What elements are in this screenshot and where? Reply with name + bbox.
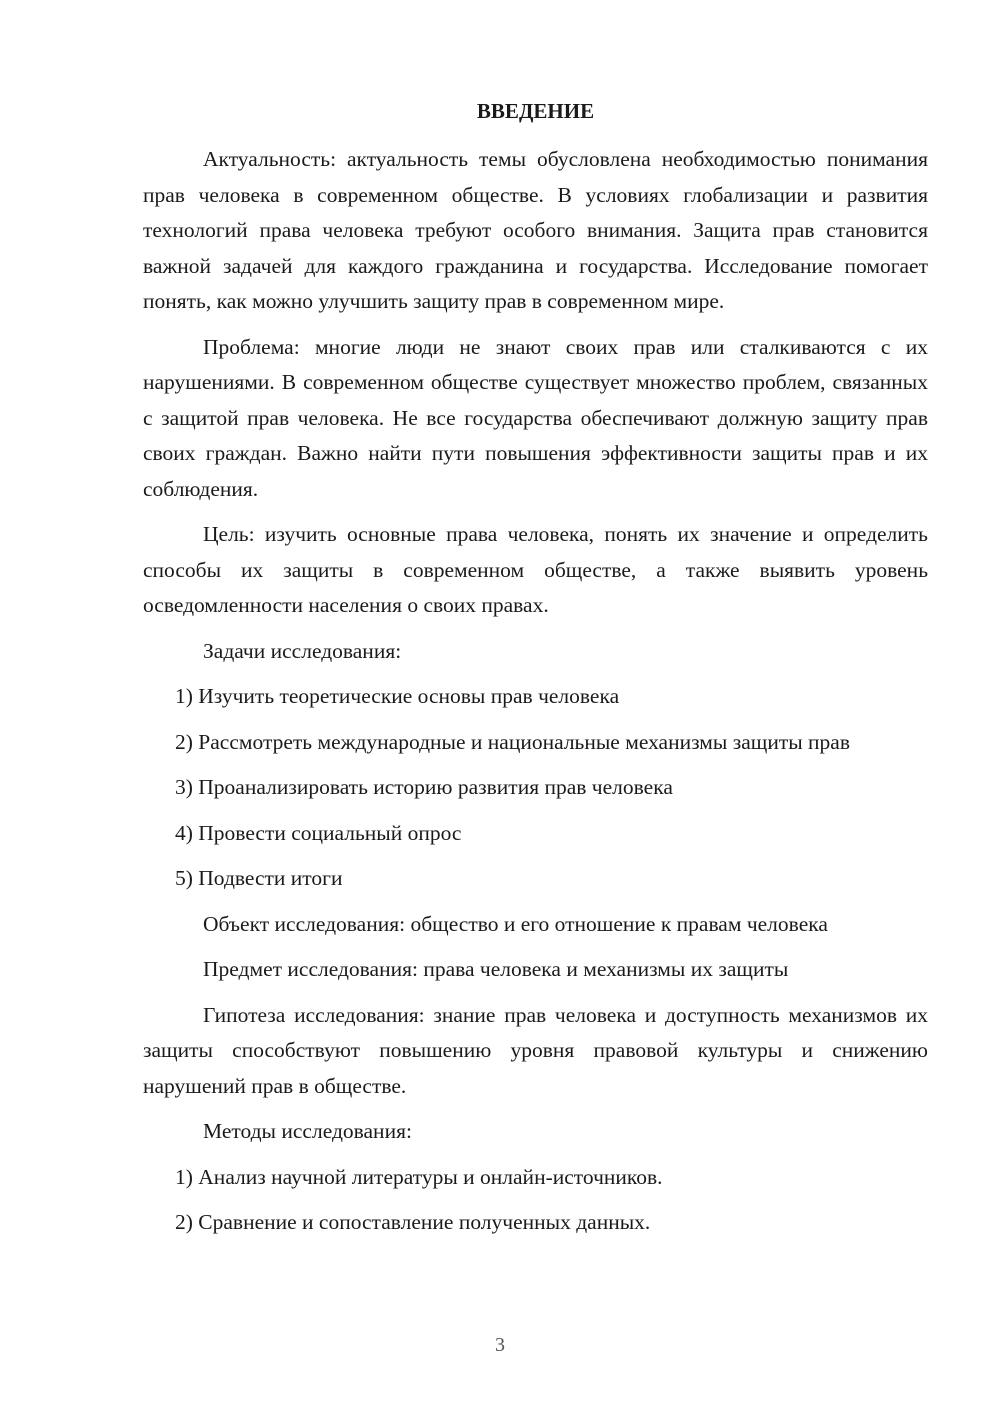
task-item: 3) Проанализировать историю развития прав человека: [175, 775, 673, 799]
task-item: 5) Подвести итоги: [175, 866, 343, 890]
tasks-heading: Задачи исследования:: [203, 638, 402, 663]
document-page: [143, 92, 928, 1251]
method-item: 2) Сравнение и сопоставление полученных данных.: [175, 1210, 651, 1234]
object-paragraph: Объект исследования: общество и его отношение к правам человека: [203, 911, 828, 936]
relevance-paragraph: Актуальность: актуальность темы обусловлена необходимостью понимания прав человека в современном обществе. В условиях глобализации и развития технологий права человека требуют особого внимания. Защита прав становится важной задачей для каждого гражданина и государства. Исследование помогает понять, как можно улучшить защиту прав в современном мире.: [143, 147, 928, 313]
page-number: 3: [495, 1334, 505, 1356]
task-item: 4) Провести социальный опрос: [175, 820, 462, 845]
hypothesis-paragraph: Гипотеза исследования: знание прав человека и доступность механизмов их защиты способствуют повышению уровня правовой культуры и снижению нарушений прав в обществе.: [143, 1002, 928, 1098]
subject-paragraph: Предмет исследования: права человека и механизмы их защиты: [203, 957, 789, 981]
task-item: 2) Рассмотреть международные и национальные механизмы защиты прав: [175, 729, 850, 754]
problem-paragraph: Проблема: многие люди не знают своих прав или сталкиваются с их нарушениями. В современном обществе существует множество проблем, связанных с защитой прав человека. Не все государства обеспечивают должную защиту прав своих граждан. Важно найти пути повышения эффективности защиты прав и их соблюдения.: [143, 334, 928, 501]
method-item: 1) Анализ научной литературы и онлайн-источников.: [175, 1164, 663, 1189]
goal-paragraph: Цель: изучить основные права человека, понять их значение и определить способы их защиты в современном обществе, а также выявить уровень осведомленности населения о своих правах.: [143, 522, 928, 617]
task-item: 1) Изучить теоретические основы прав человека: [175, 684, 620, 708]
section-title: ВВЕДЕНИЕ: [476, 99, 595, 123]
methods-heading: Методы исследования:: [203, 1119, 412, 1143]
